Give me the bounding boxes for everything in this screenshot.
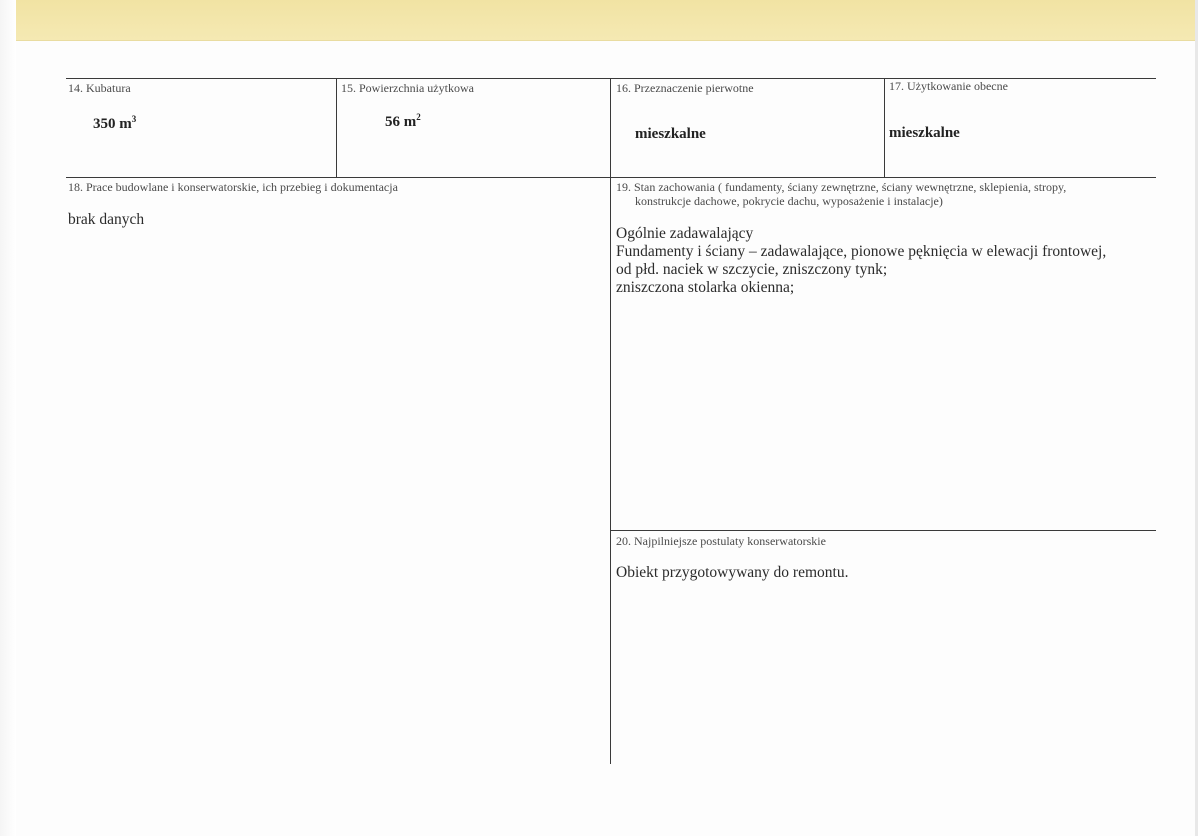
field-14-label: 14. Kubatura: [68, 81, 131, 95]
field-18-label: 18. Prace budowlane i konserwatorskie, ich przebieg i dokumentacja: [68, 180, 398, 194]
col-divider-1: [336, 78, 337, 177]
field-19-line: zniszczona stolarka okienna;: [616, 279, 795, 296]
row-divider-20: [610, 530, 1156, 531]
field-15-value: [385, 112, 421, 131]
field-19-line: Fundamenty i ściany – zadawalające, pionowe pęknięcia w elewacji frontowej,: [616, 243, 1107, 260]
field-19-line: Ogólnie zadawalający: [616, 225, 754, 242]
col-divider-3: [884, 78, 885, 177]
scan-edge-left: [0, 0, 16, 836]
scan-tape-strip: [0, 0, 1198, 41]
field-20-label: 20. Najpilniejsze postulaty konserwatorskie: [616, 534, 826, 548]
field-19-text: [616, 225, 1106, 297]
row-divider-1: [66, 177, 1156, 178]
field-14-number: 350 m: [93, 116, 132, 132]
field-16-label: 16. Przeznaczenie pierwotne: [616, 81, 754, 95]
field-14-unit-sup: 3: [131, 114, 137, 124]
field-15-unit-sup: 2: [416, 112, 421, 122]
field-19-label-line2: konstrukcje dachowe, pokrycie dachu, wyposażenie i instalacje): [635, 194, 943, 208]
field-14-value: [93, 114, 136, 133]
field-17-value: mieszkalne: [889, 125, 960, 141]
field-16-value: mieszkalne: [635, 126, 706, 142]
field-20-value: Obiekt przygotowywany do remontu.: [616, 564, 849, 581]
col-divider-2: [610, 78, 611, 764]
field-15-label: 15. Powierzchnia użytkowa: [341, 81, 474, 95]
field-17-label: 17. Użytkowanie obecne: [889, 79, 1008, 93]
field-19-line: od płd. naciek w szczycie, zniszczony tynk;: [616, 261, 888, 278]
field-15-number: 56 m: [385, 114, 417, 130]
field-18-value: brak danych: [68, 211, 145, 228]
field-19-label-line1: 19. Stan zachowania ( fundamenty, ściany zewnętrzne, ściany wewnętrzne, sklepienia, stropy,: [616, 180, 1067, 194]
